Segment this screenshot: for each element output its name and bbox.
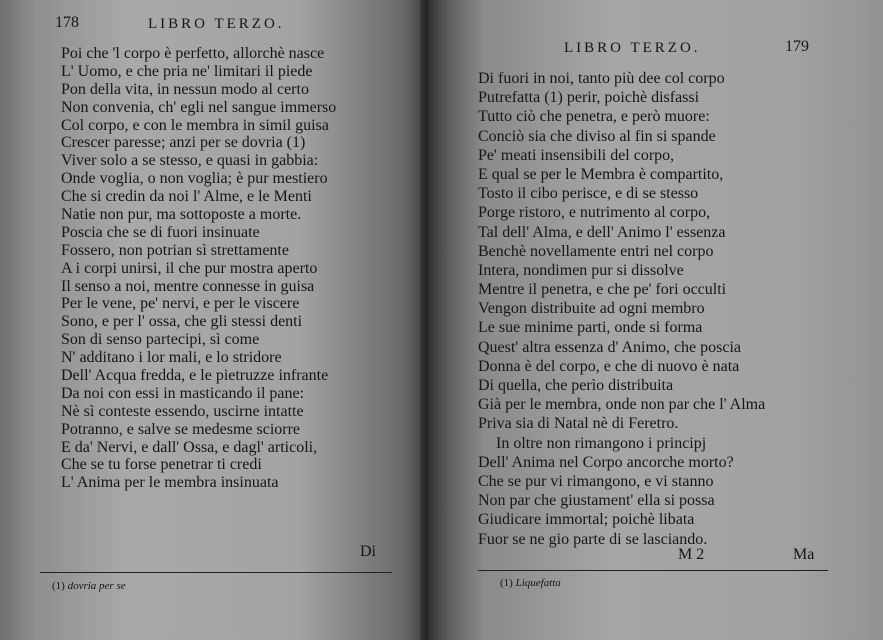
right-page xyxy=(428,0,883,640)
verse-line: Poscia che se di fuori insinuate xyxy=(61,223,260,241)
left-footnote xyxy=(52,580,126,592)
verse-line: Intera, nondimen pur si dissolve xyxy=(478,261,684,279)
verse-line: Fuor se ne gio parte di se lasciando. xyxy=(478,530,708,548)
verse-line: Di fuori in noi, tanto più dee col corpo xyxy=(478,70,725,87)
verse-line: L' Anima per le membra insinuata xyxy=(61,474,279,492)
verse-line: Poi che 'l corpo è perfetto, allorchè nasce xyxy=(61,45,325,62)
verse-line: Priva sia di Natal nè di Feretro. xyxy=(478,415,679,433)
verse-line: Pe' meati insensibili del corpo, xyxy=(478,146,675,164)
verse-line: Tutto ciò che penetra, e però muore: xyxy=(478,108,710,126)
verse-line: Che se pur vi rimangono, e vi stanno xyxy=(478,472,714,490)
right-footnote xyxy=(500,577,561,589)
verse-line: Putrefatta (1) perir, poichè disfassi xyxy=(478,89,700,107)
right-poem-text xyxy=(478,69,765,549)
verse-line: Dell' Acqua fredda, e le pietruzze infrante xyxy=(61,367,329,385)
verse-line: Fossero, non potrian sì strettamente xyxy=(61,241,289,259)
verse-line: Mentre il penetra, e che pe' fori occulti xyxy=(478,281,727,299)
verse-line: Giudicare immortal; poichè libata xyxy=(478,511,695,529)
verse-line: Nè sì conteste essendo, uscirne intatte xyxy=(61,402,304,420)
right-signature-mark: M 2 xyxy=(678,546,705,563)
verse-line: Vengon distribuite ad ogni membro xyxy=(478,300,705,318)
verse-line: Il senso a noi, mentre connesse in guisa xyxy=(61,277,315,295)
verse-line: L' Uomo, e che pria ne' limitari il piede xyxy=(61,62,313,80)
verse-line: Crescer paresse; anzi per se dovria (1) xyxy=(61,134,306,152)
verse-line: In oltre non rimangono i principj xyxy=(496,434,707,452)
verse-line: N' additano i lor mali, e lo stridore xyxy=(61,349,282,367)
verse-line: Le sue minime parti, onde si forma xyxy=(478,319,703,337)
verse-line: Già per le membra, onde non par che l' Alma xyxy=(478,396,766,414)
verse-line: Sono, e per l' ossa, che gli stessi denti xyxy=(61,313,303,331)
verse-line: Son di senso partecipi, sì come xyxy=(61,331,260,349)
verse-line: Pon della vita, in nessun modo al certo xyxy=(61,80,309,98)
verse-line: Per le vene, pe' nervi, e per le viscere xyxy=(61,295,300,313)
verse-line: Che se tu forse penetrar ti credi xyxy=(61,456,262,474)
verse-line: Tosto il cibo perisce, e di se stesso xyxy=(478,185,699,203)
right-page-number: 179 xyxy=(785,38,809,55)
verse-line: Che si credin da noi l' Alme, e le Menti xyxy=(61,188,312,206)
verse-line: Non par che giustament' ella si possa xyxy=(478,492,715,510)
verse-line: Da noi con essi in masticando il pane: xyxy=(61,384,305,402)
verse-line: Non convenia, ch' egli nel sangue immerso xyxy=(61,98,337,116)
left-page xyxy=(0,0,428,640)
verse-line: E qual se per le Membra è compartito, xyxy=(478,165,724,183)
left-footnote-rule xyxy=(40,572,392,573)
left-running-header: LIBRO TERZO. xyxy=(148,16,285,32)
left-poem-text xyxy=(61,45,336,492)
verse-line: Dell' Anima nel Corpo ancorche morto? xyxy=(478,453,734,471)
verse-line: Tal dell' Alma, e dell' Animo l' essenza xyxy=(478,223,726,241)
verse-line: Conciò sia che diviso al fin si spande xyxy=(478,127,716,145)
verse-line: Di quella, che perìo distribuita xyxy=(478,377,674,394)
right-running-header: LIBRO TERZO. xyxy=(564,40,701,56)
right-footnote-marker: (1) xyxy=(500,577,513,589)
verse-line: Viver solo a se stesso, e quasi in gabbia: xyxy=(61,152,319,170)
left-page-number: 178 xyxy=(55,14,79,31)
verse-line: Benchè novellamente entri nel corpo xyxy=(478,242,714,260)
verse-line: Potranno, e salve se medesme sciorre xyxy=(61,420,301,438)
left-catchword: Di xyxy=(360,543,376,560)
left-footnote-text: dovria per se xyxy=(67,580,126,592)
verse-line: Porge ristoro, e nutrimento al corpo, xyxy=(478,204,711,222)
right-catchword: Ma xyxy=(793,546,815,563)
verse-line: Onde voglia, o non voglia; è pur mestiero xyxy=(61,170,328,188)
verse-line: Natie non pur, ma sottoposte a morte. xyxy=(61,206,302,224)
verse-line: Quest' altra essenza d' Animo, che poscia xyxy=(478,338,742,356)
verse-line: Donna è del corpo, e che di nuovo è nata xyxy=(478,357,740,375)
verse-line: Col corpo, e con le membra in simil guisa xyxy=(61,116,329,134)
right-footnote-rule xyxy=(478,570,828,571)
verse-line: A i corpi unirsi, il che pur mostra aperto xyxy=(61,259,318,277)
verse-line: E da' Nervi, e dall' Ossa, e dagl' articoli, xyxy=(61,438,318,456)
left-footnote-marker: (1) xyxy=(52,580,65,592)
right-footnote-text: Liquefatta xyxy=(515,577,561,589)
